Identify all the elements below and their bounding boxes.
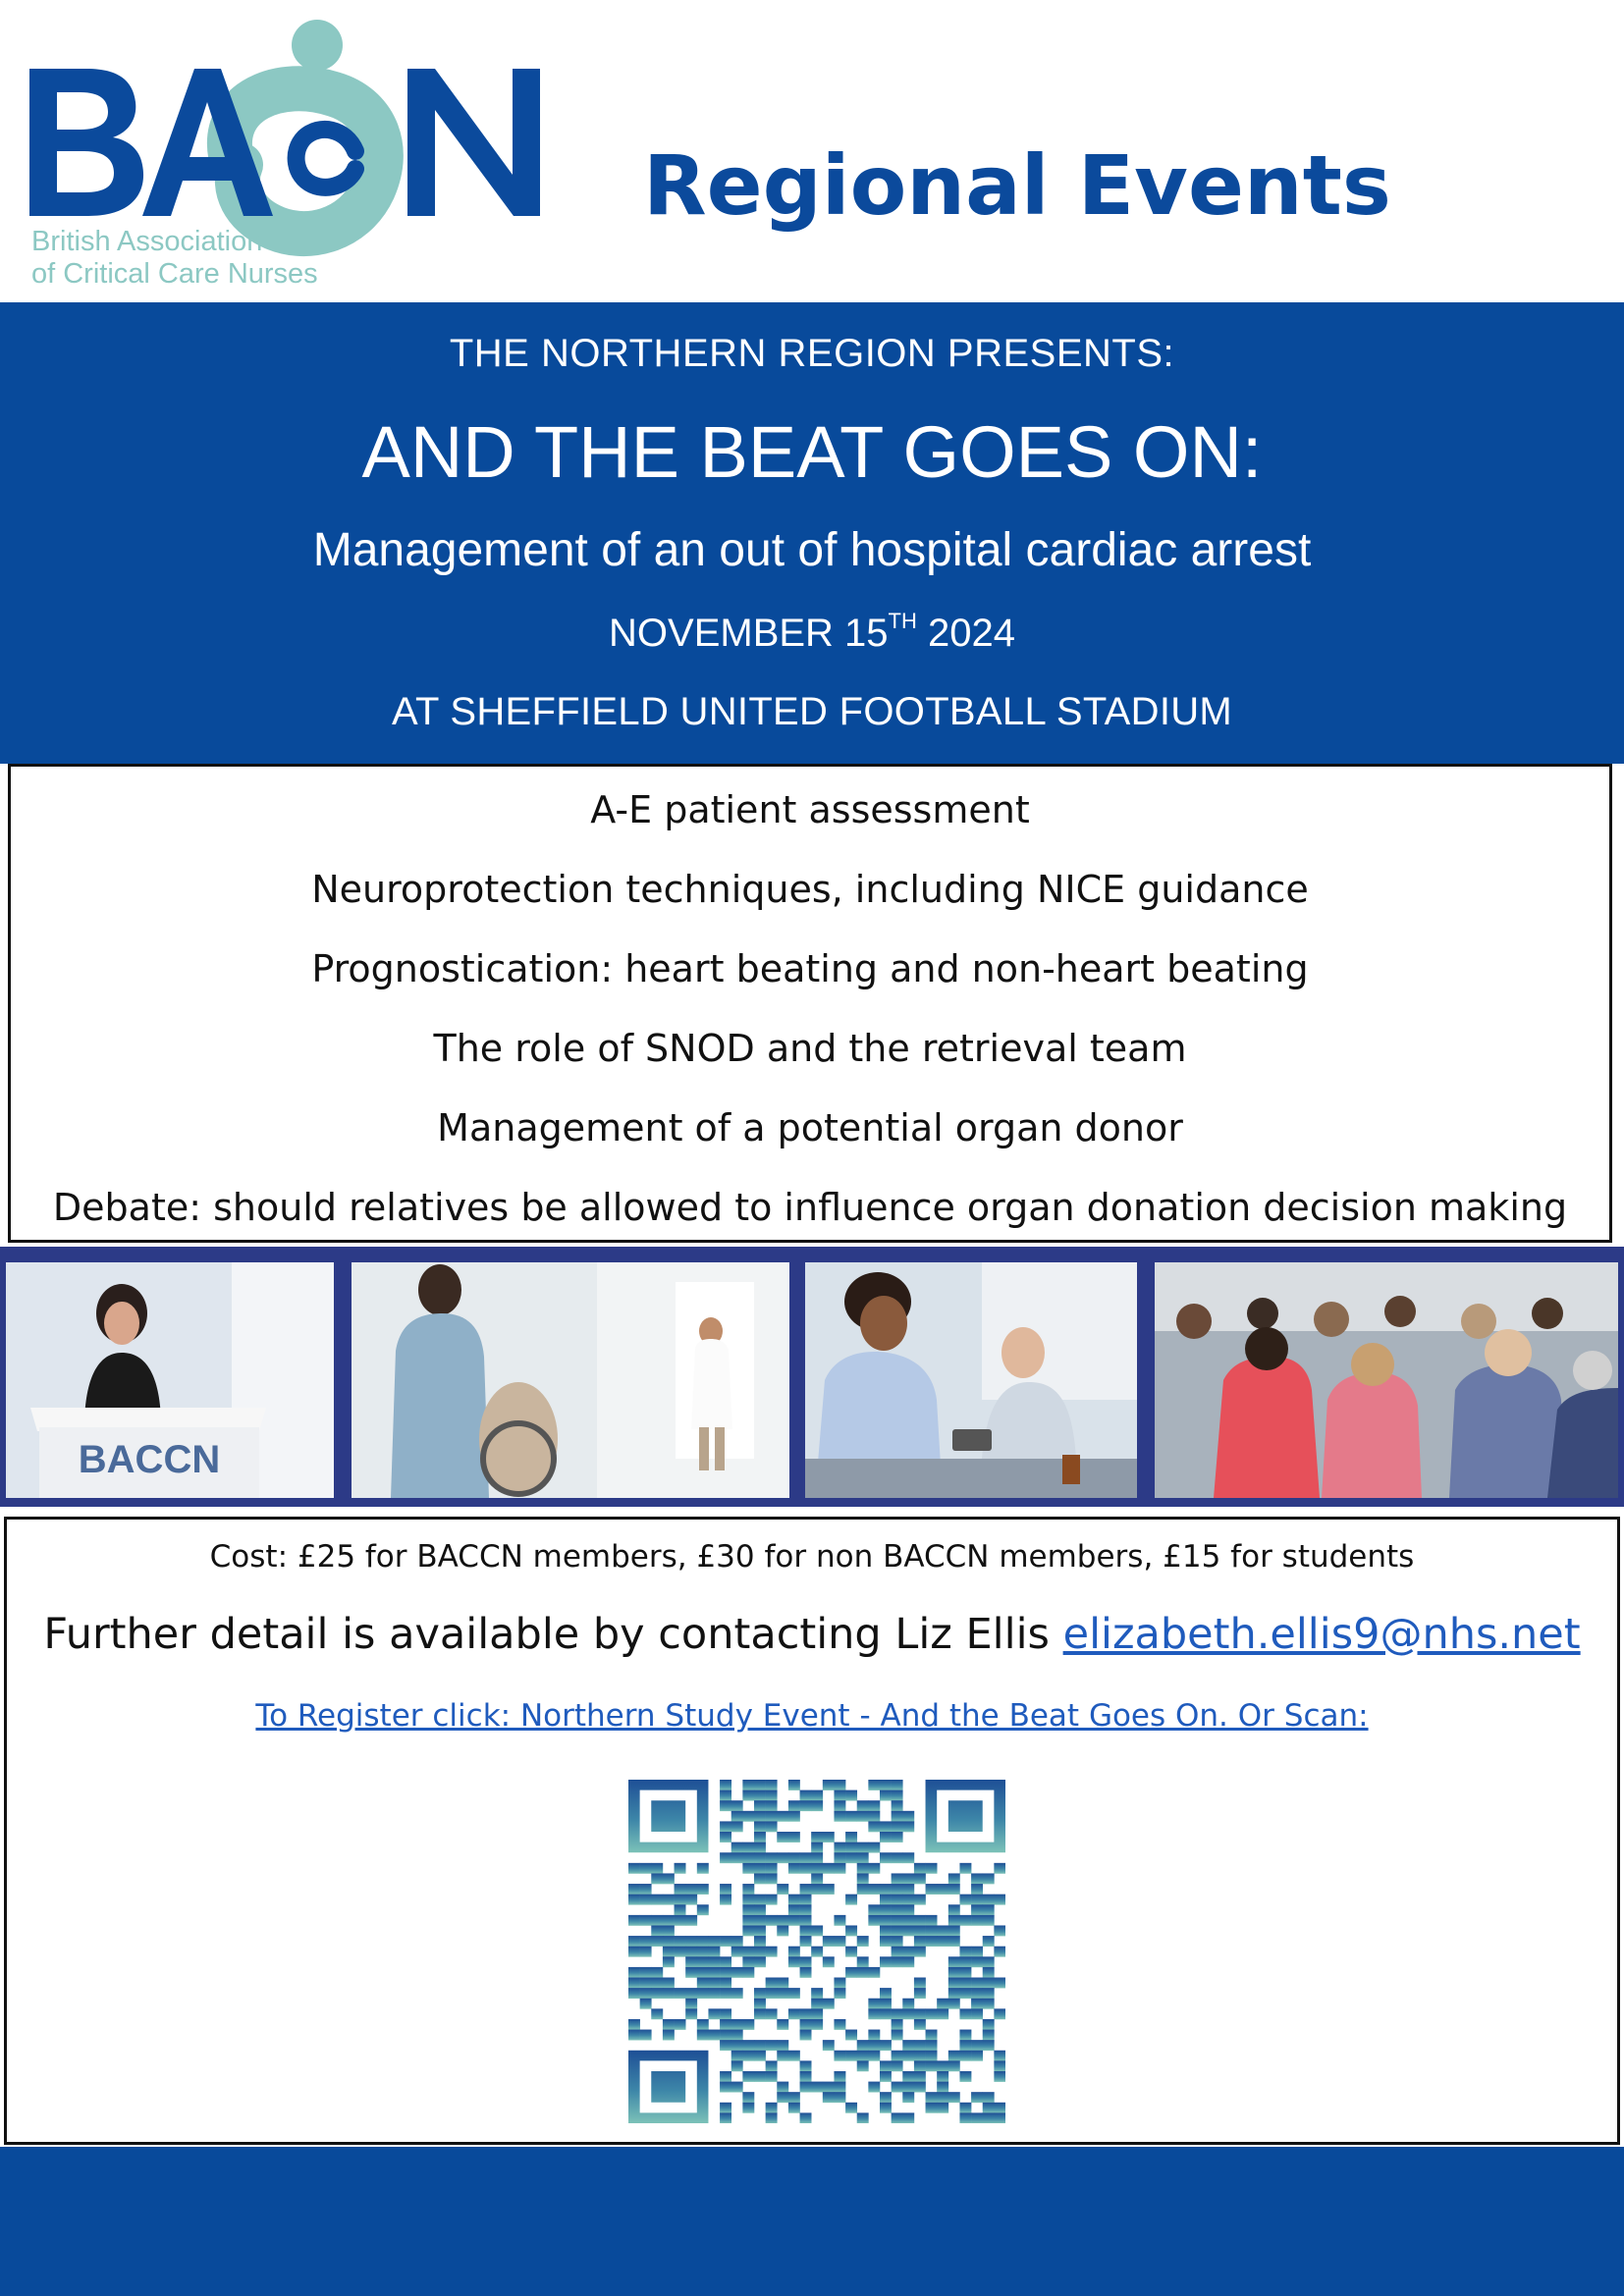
contact-email-link[interactable]: elizabeth.ellis9@nhs.net [1062, 1610, 1581, 1659]
event-venue: AT SHEFFIELD UNITED FOOTBALL STADIUM [391, 690, 1233, 733]
photo-strip [0, 1247, 1624, 1507]
topics-list [11, 780, 1609, 1257]
footer-band [0, 2147, 1624, 2296]
event-banner [0, 302, 1624, 764]
topic-item: A-E patient assessment [590, 788, 1030, 831]
registration-qr-code[interactable] [628, 1780, 1005, 2123]
cost-line: Cost: £25 for BACCN members, £30 for non BACCN members, £15 for students [209, 1539, 1415, 1575]
event-date-day: NOVEMBER 15 [609, 612, 889, 655]
topic-item: Neuroprotection techniques, including NICE guidance [311, 868, 1309, 911]
header [0, 0, 1624, 299]
podium-logo-text: BACCN [78, 1438, 221, 1481]
contact-line [7, 1610, 1617, 1659]
event-date [0, 609, 1624, 656]
topics-box [8, 764, 1612, 1243]
speaker-podium-photo [6, 1262, 334, 1498]
register-link[interactable]: To Register click: Northern Study Event - And the Beat Goes On. Or Scan: [255, 1698, 1369, 1734]
event-date-year: 2024 [916, 612, 1015, 655]
event-title: AND THE BEAT GOES ON: [361, 411, 1263, 493]
logo-subtitle [31, 226, 318, 291]
topic-item: Debate: should relatives be allowed to influence organ donation decision making [52, 1186, 1568, 1229]
event-subtitle: Management of an out of hospital cardiac arrest [312, 524, 1312, 576]
audience-applause-photo [1155, 1262, 1618, 1498]
logo-subtitle-line1: British Association [31, 226, 263, 257]
nurse-patient-photo [805, 1262, 1137, 1498]
baccn-logo [20, 8, 609, 294]
nurse-corridor-photo [352, 1262, 789, 1498]
topic-item: Prognostication: heart beating and non-heart beating [311, 947, 1309, 990]
registration-box [4, 1517, 1620, 2145]
presents-line: THE NORTHERN REGION PRESENTS: [449, 332, 1175, 375]
logo-subtitle-line2: of Critical Care Nurses [31, 258, 318, 290]
topic-item: The role of SNOD and the retrieval team [433, 1027, 1187, 1070]
event-date-ordinal: TH [888, 609, 917, 633]
page-title: Regional Events [643, 137, 1391, 234]
contact-text: Further detail is available by contacting Liz Ellis [43, 1610, 1063, 1659]
topic-item: Management of a potential organ donor [437, 1106, 1183, 1149]
